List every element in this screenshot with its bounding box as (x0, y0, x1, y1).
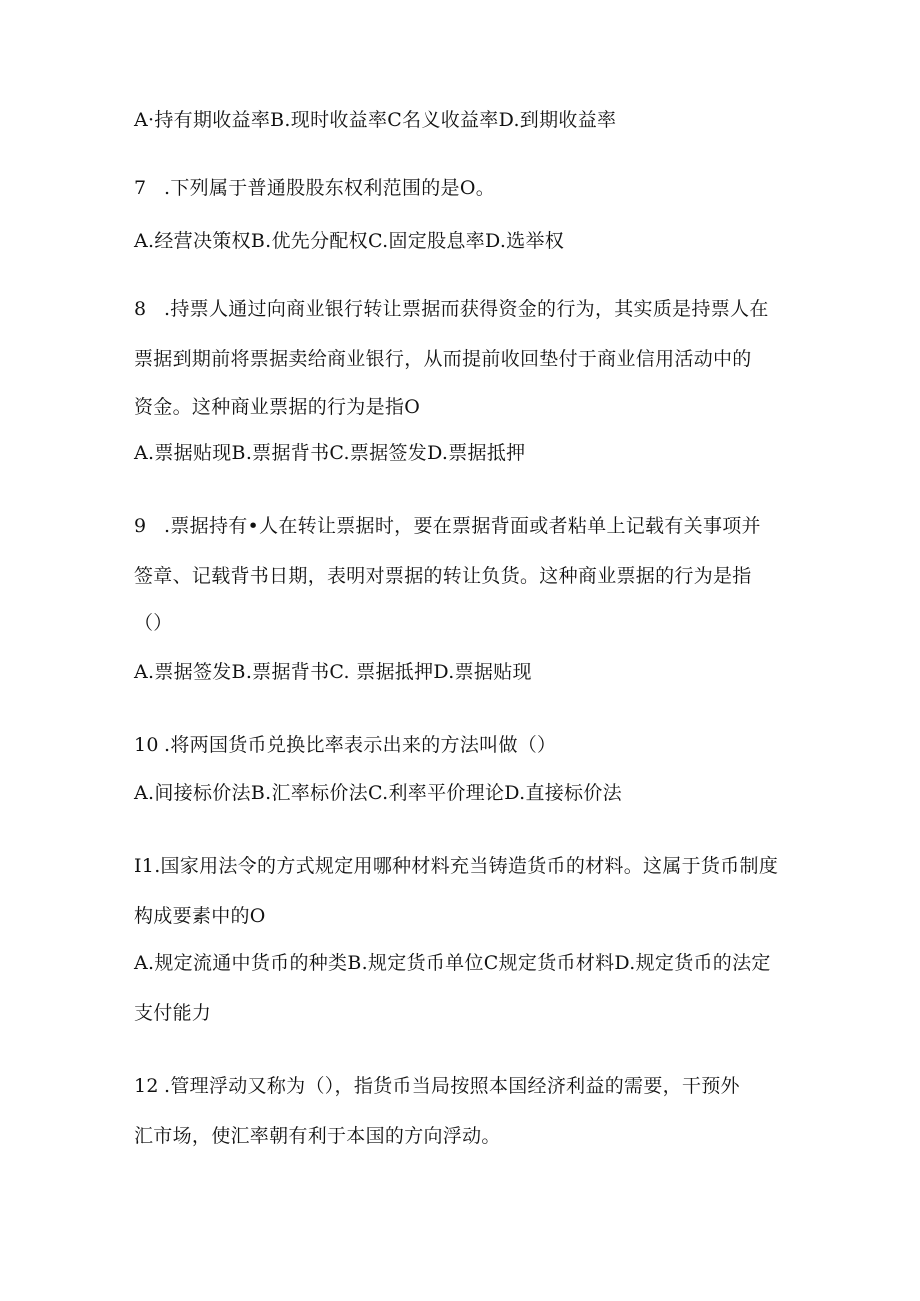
q11-options-line-2 (134, 1000, 794, 1026)
q8-options (134, 440, 794, 466)
q9-stem-text-2: 签章、记载背书日期，表明对票据的转让负货。这种商业票据的行为是指 (134, 565, 752, 587)
q10-stem (134, 732, 794, 758)
q11-options-text-2: 支付能力 (134, 1002, 212, 1024)
q9-stem-text-1: .票据持有•人在转让票据时，要在票据背面或者粘单上记载有关事项并 (164, 515, 761, 537)
q12-stem-text-1: .管理浮动又称为（），指货币当局按照本国经济利益的需要，干预外 (164, 1075, 740, 1097)
q10-stem-text: .将两国货币兑换比率表示出来的方法叫做（） (164, 734, 557, 756)
q9-stem-line-2 (134, 563, 794, 589)
q8-stem-line-2 (134, 346, 794, 372)
q8-stem-line-3 (134, 394, 794, 420)
question-number: 7 (134, 177, 147, 199)
q9-stem-text-3: （） (134, 612, 173, 634)
q11-options-line-1 (134, 950, 794, 976)
q11-stem-line-2 (134, 903, 794, 929)
q11-options-text-1: A.规定流通中货币的种类B.规定货币单位C规定货币材料D.规定货币的法定 (134, 952, 771, 974)
question-number: 12 (134, 1075, 159, 1097)
q8-stem-text-3: 资金。这种商业票据的行为是指O (134, 396, 421, 418)
q7-stem (134, 175, 794, 201)
q11-stem-line-1 (134, 853, 794, 879)
q6-options-text: A·持有期收益率B.现时收益率C名义收益率D.到期收益率 (134, 109, 617, 131)
q10-options-text: A.间接标价法B.汇率标价法C.利率平价理论D.直接标价法 (134, 782, 622, 804)
question-number: 8 (134, 298, 147, 320)
question-number: 10 (134, 734, 159, 756)
q8-options-text: A.票据贴现B.票据背书C.票据签发D.票据抵押 (134, 442, 526, 464)
q11-stem-text-1: I1.国家用法令的方式规定用哪种材料充当铸造货币的材料。这属于货币制度 (134, 855, 779, 877)
q12-stem-line-1 (134, 1073, 794, 1099)
q8-stem-text-1: .持票人通过向商业银行转让票据而获得资金的行为，其实质是持票人在 (164, 298, 769, 320)
q12-stem-text-2: 汇市场，使汇率朝有利于本国的方向浮动。 (134, 1125, 501, 1147)
q9-stem-line-3 (134, 610, 794, 636)
q7-stem-text: .下列属于普通股股东权利范围的是O。 (164, 177, 496, 199)
q9-options-text: A.票据签发B.票据背书C. 票据抵押D.票据贴现 (134, 661, 532, 683)
q6-options (134, 107, 794, 133)
q7-options (134, 228, 794, 254)
q9-stem-line-1 (134, 513, 794, 539)
q9-options (134, 659, 794, 685)
q8-stem-text-2: 票据到期前将票据卖给商业银行，从而提前收回垫付于商业信用活动中的 (134, 348, 752, 370)
q12-stem-line-2 (134, 1123, 794, 1149)
question-number: 9 (134, 515, 147, 537)
q8-stem-line-1 (134, 296, 794, 322)
q11-stem-text-2: 构成要素中的O (134, 905, 266, 927)
q10-options (134, 780, 794, 806)
q7-options-text: A.经营决策权B.优先分配权C.固定股息率D.选举权 (134, 230, 565, 252)
